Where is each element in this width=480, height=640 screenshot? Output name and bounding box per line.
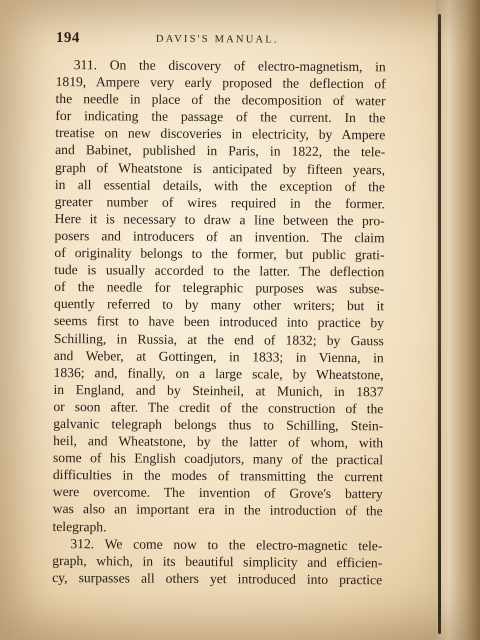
text-line: galvanic telegraph belongs thus to Schilling, Stein- — [53, 415, 384, 434]
text-line: Here it is necessary to draw a line between the pro- — [54, 210, 385, 229]
running-head: DAVIS'S MANUAL. — [155, 33, 279, 46]
text-line: treatise on new discoveries in electricity, by Ampere — [55, 125, 386, 143]
text-line: or soon after. The credit of the construction of the — [53, 398, 384, 417]
text-line: 312. We come now to the electro-magnetic tele- — [70, 535, 383, 553]
text-line: 311. On the discovery of electro-magnetism, in — [73, 57, 386, 75]
text-line: Schilling, in Russia, at the end of 1832; by Gauss — [53, 330, 384, 348]
text-line: was also an important era in the introduction of the — [52, 501, 383, 519]
text-line: were overcome. The invention of Grove's battery — [52, 484, 383, 502]
page-text — [52, 30, 396, 588]
body-text — [52, 56, 396, 588]
text-line: 1819, Ampere very early proposed the deflection of — [55, 74, 386, 92]
text-line: in England, and by Steinheil, at Munich, in 1837 — [53, 381, 384, 400]
text-line: graph of Wheatstone is anticipated by fifteen years, — [54, 159, 386, 177]
text-line: tude is usually accorded to the latter. The deflection — [54, 262, 385, 280]
page-number: 194 — [55, 30, 80, 47]
text-line: for indicating the passage of the current. In the — [55, 108, 386, 126]
page-edge — [436, 0, 480, 640]
text-line: in all essential details, with the exception of the — [54, 176, 385, 194]
text-line: 1836; and, finally, on a large scale, by Wheatstone, — [53, 364, 384, 382]
text-line: cy, surpasses all others yet introduced into practice — [52, 569, 383, 588]
text-line: graph, which, in its beautiful simplicity and efficien- — [52, 552, 383, 571]
text-line: of originality belongs to the former, but public grati- — [54, 245, 385, 263]
page-header — [56, 30, 396, 54]
text-line: some of his English coadjutors, many of the practical — [52, 450, 384, 468]
text-line: heil, and Wheatstone, by the latter of whom, with — [53, 433, 384, 451]
text-line: the needle in place of the decomposition of water — [55, 91, 386, 109]
text-line: difficulties in the modes of transmitting the current — [52, 467, 383, 485]
text-line: posers and introducers of an invention. The claim — [54, 227, 385, 246]
text-line: quently referred to by many other writers; but it — [54, 296, 385, 314]
text-line: telegraph. — [52, 518, 107, 534]
page-edge-shadow — [438, 14, 441, 634]
text-line: and Babinet, published in Paris, in 1822, the tele- — [55, 142, 386, 160]
text-line: seems first to have been introduced into practice by — [53, 313, 385, 331]
text-line: of the needle for telegraphic purposes was subse- — [54, 279, 385, 297]
text-line: and Weber, at Gottingen, in 1833; in Vienna, in — [53, 347, 384, 365]
text-line: greater number of wires required in the former. — [54, 193, 385, 212]
